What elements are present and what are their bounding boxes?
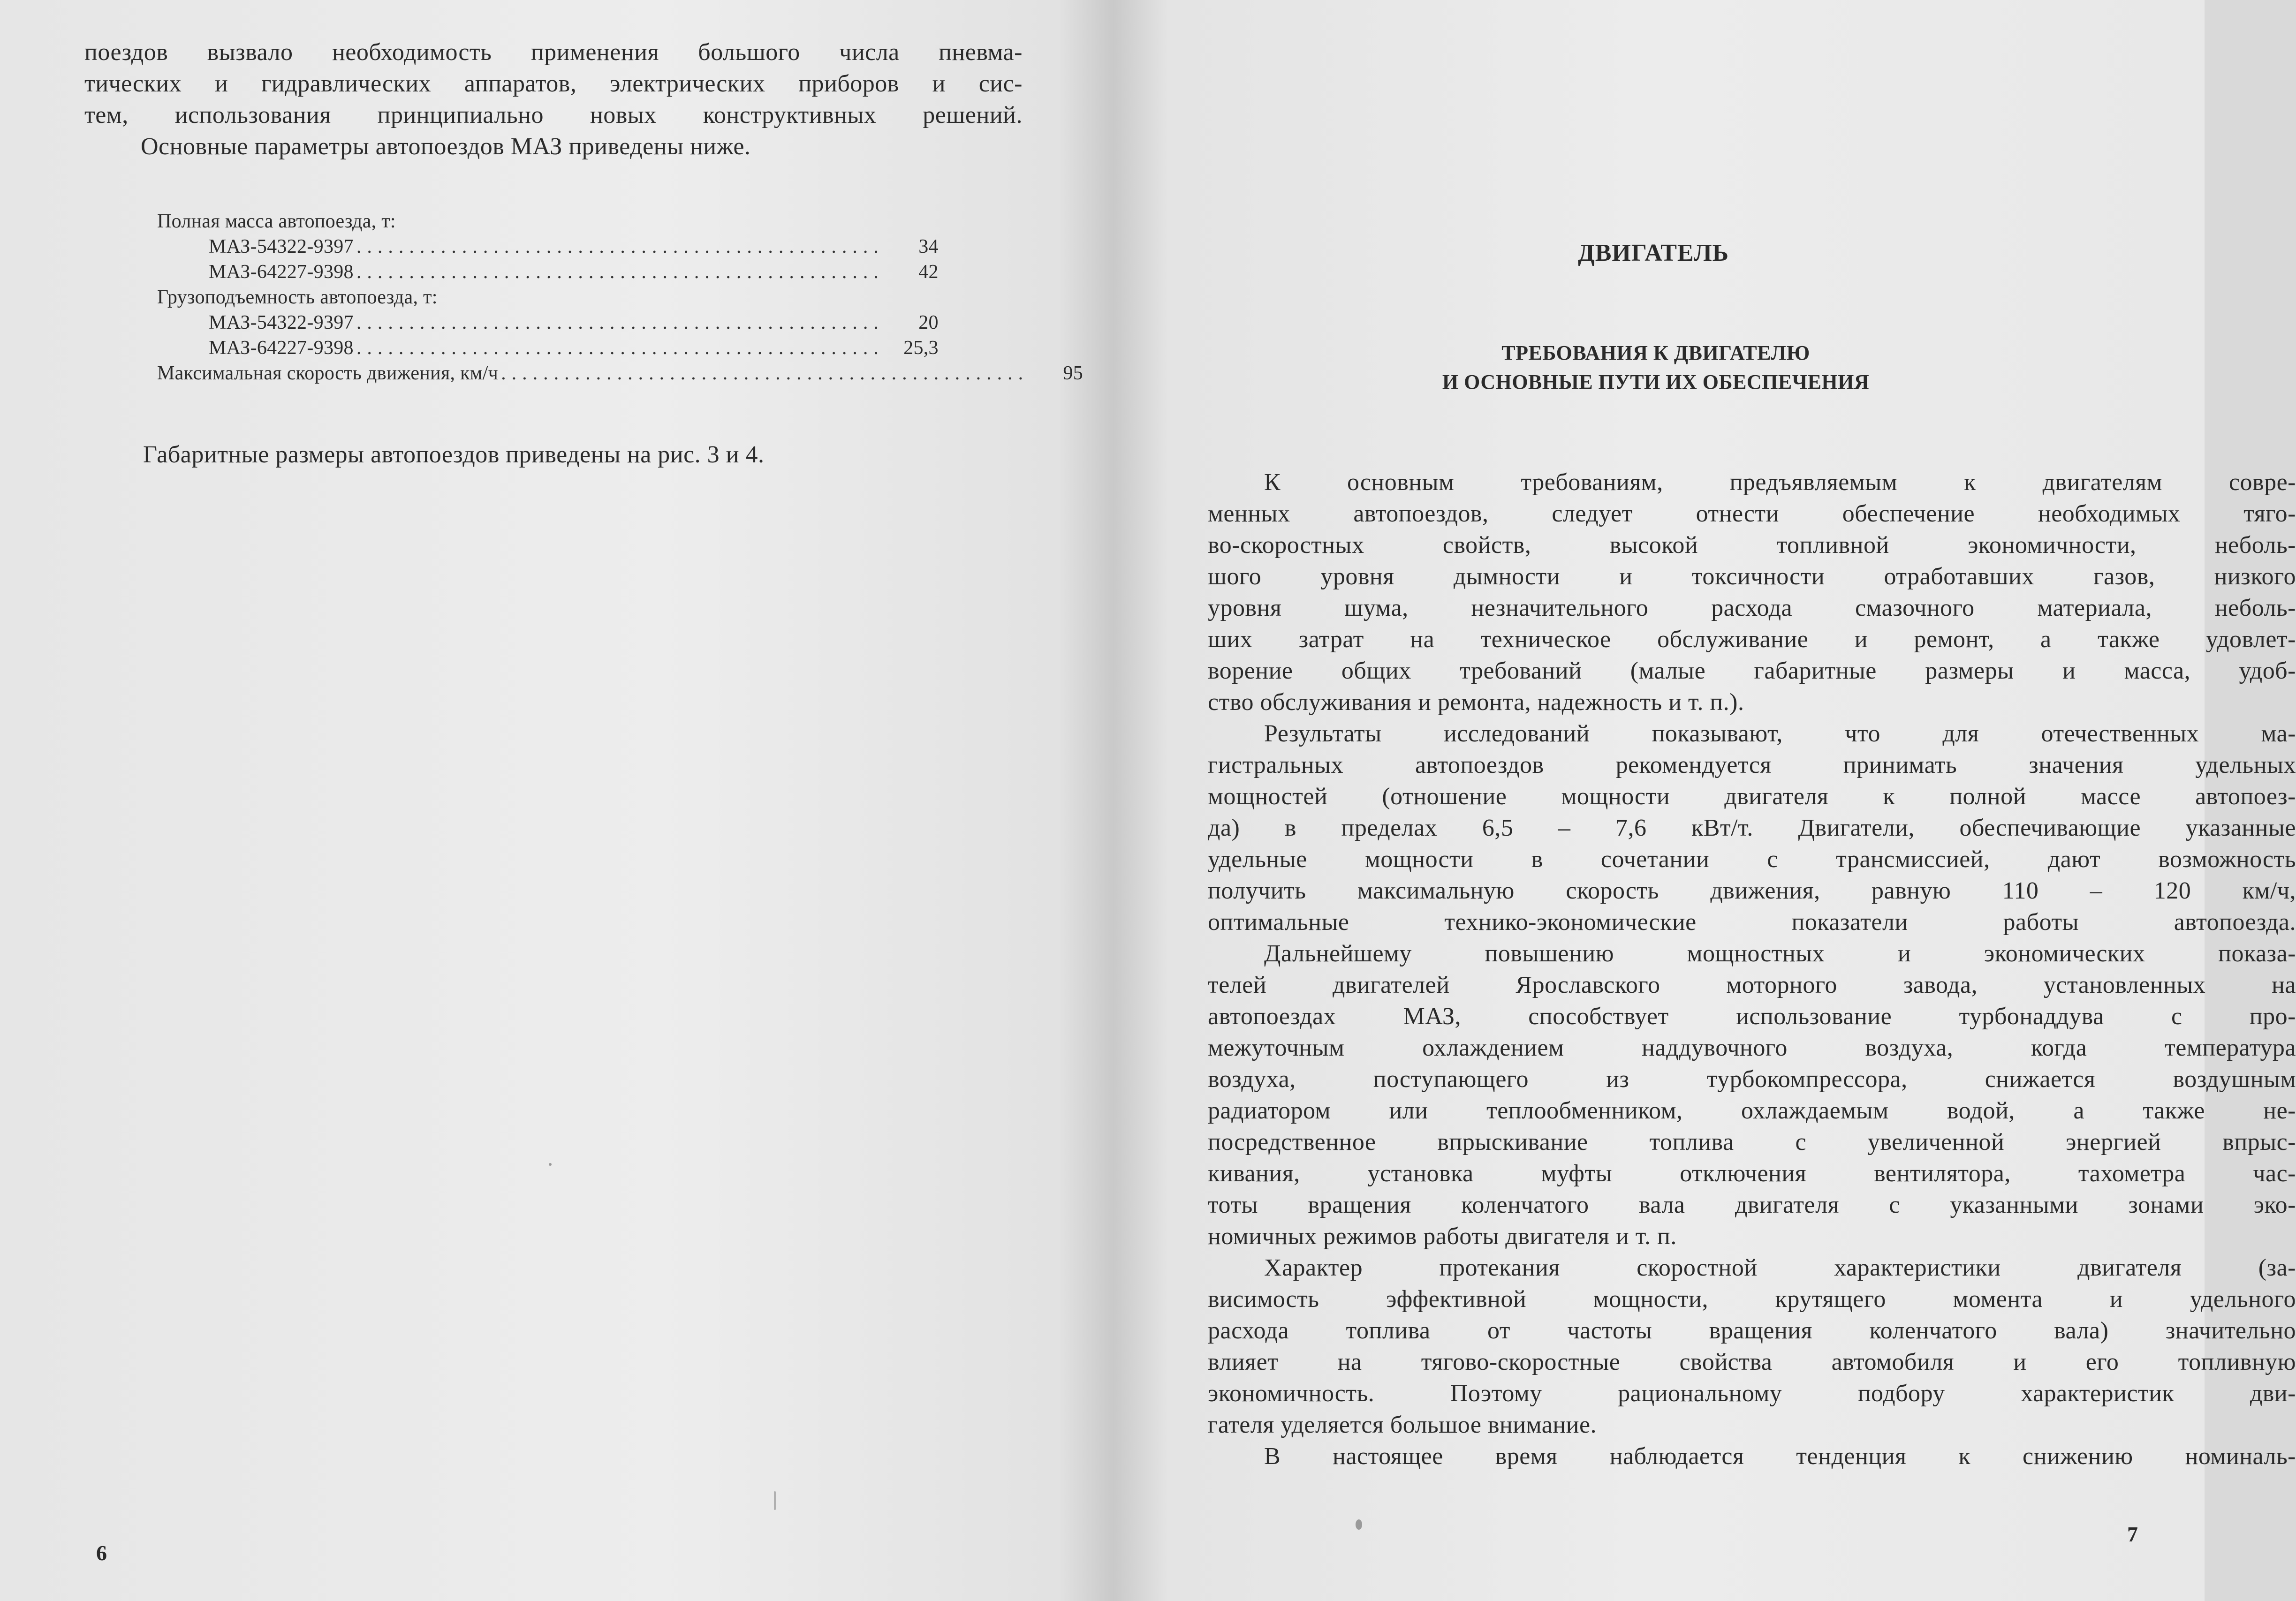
text-line: К основным требованиям, предъявляемым к двигателям совре- [1264, 469, 2296, 496]
param-label: МАЗ-54322-9397 [209, 312, 354, 333]
text-line: межуточным охлаждением наддувочного воздуха, когда температура [1208, 1035, 2296, 1061]
text-line: тем, использования принципиально новых конструктивных решений. [84, 102, 1023, 128]
speck [774, 1491, 776, 1510]
text-line: экономичность. Поэтому рациональному подбору характеристик дви- [1208, 1380, 2296, 1407]
text-line: тоты вращения коленчатого вала двигателя с указанными зонами эко- [1208, 1192, 2296, 1218]
param-row [157, 361, 1084, 386]
text-line: гателя уделяется большое внимание. [1208, 1412, 1597, 1438]
left-page [0, 0, 1102, 1601]
param-value: 95 [1063, 362, 1084, 384]
param-value: 20 [918, 312, 939, 333]
speck [549, 1163, 552, 1166]
text-line: Основные параметры автопоездов МАЗ приведены ниже. [141, 133, 751, 160]
text-line: гистральных автопоездов рекомендуется принимать значения удельных [1208, 752, 2296, 778]
leader-dots: .................................................. [356, 312, 884, 333]
text-line: во-скоростных свойств, высокой топливной экономичности, неболь- [1208, 532, 2296, 559]
text-line: расхода топлива от частоты вращения коленчатого вала) значительно [1208, 1317, 2296, 1344]
param-label: Максимальная скорость движения, км/ч [157, 362, 499, 384]
text-line: ство обслуживания и ремонта, надежность и т. п.). [1208, 689, 1744, 716]
leader-dots: .................................................. [356, 261, 884, 283]
param-row [157, 234, 939, 259]
text-line: шого уровня дымности и токсичности отработавших газов, низкого [1208, 563, 2296, 590]
param-label: Грузоподъемность автопоезда, т: [157, 287, 438, 308]
param-row [157, 259, 939, 285]
left-intro-paragraph [84, 37, 1023, 162]
text-line: ворение общих требований (малые габаритные размеры и масса, удоб- [1208, 657, 2296, 684]
text-line: Результаты исследований показывают, что для отечественных ма- [1264, 720, 2296, 747]
text-line: Дальнейшему повышению мощностных и экономических показа- [1264, 940, 2296, 967]
param-row [157, 310, 939, 335]
subtitle-line: И ОСНОВНЫЕ ПУТИ ИХ ОБЕСПЕЧЕНИЯ [1442, 370, 1870, 393]
text-line: тических и гидравлических аппаратов, электрических приборов и сис- [84, 70, 1023, 97]
text-line: кивания, установка муфты отключения вентилятора, тахометра час- [1208, 1160, 2296, 1187]
param-row [157, 335, 939, 361]
text-line: ших затрат на техническое обслуживание и ремонт, а также удовлет- [1208, 626, 2296, 653]
text-line: оптимальные технико-экономические показатели работы автопоезда. [1208, 909, 2296, 936]
text-line: В настоящее время наблюдается тенденция к снижению номиналь- [1264, 1443, 2296, 1470]
text-line: автопоездах МАЗ, способствует использование турбонаддува с про- [1208, 1003, 2296, 1030]
text-line: воздуха, поступающего из турбокомпрессора, снижается воздушным [1208, 1066, 2296, 1093]
leader-dots: .................................................. [356, 337, 884, 359]
text-line: номичных режимов работы двигателя и т. п. [1208, 1223, 1677, 1250]
param-row [157, 209, 762, 234]
param-label: МАЗ-64227-9398 [209, 337, 354, 359]
text-line: телей двигателей Ярославского моторного завода, установленных на [1208, 972, 2296, 998]
text-line: мощностей (отношение мощности двигателя к полной массе автопоез- [1208, 783, 2296, 810]
text-line: получить максимальную скорость движения, равную 110 – 120 км/ч, [1208, 877, 2296, 904]
subtitle-line: ТРЕБОВАНИЯ К ДВИГАТЕЛЮ [1501, 341, 1810, 364]
text-line: висимость эффективной мощности, крутящего момента и удельного [1208, 1286, 2296, 1313]
text-line: да) в пределах 6,5 – 7,6 кВт/т. Двигатели, обеспечивающие указанные [1208, 815, 2296, 841]
param-label: МАЗ-54322-9397 [209, 236, 354, 257]
speck [1356, 1519, 1362, 1530]
text-line: Характер протекания скоростной характеристики двигателя (за- [1264, 1254, 2296, 1281]
text-line: поездов вызвало необходимость применения большого числа пневма- [84, 39, 1023, 66]
text-line: уровня шума, незначительного расхода смазочного материала, неболь- [1208, 595, 2296, 621]
text-line: радиатором или теплообменником, охлаждаемым водой, а также не- [1208, 1097, 2296, 1124]
right-body [1208, 467, 2296, 1472]
leader-dots: .................................................. [501, 362, 1029, 384]
section-subtitle [1290, 339, 2022, 397]
param-row [157, 285, 762, 310]
text-line: удельные мощности в сочетании с трансмиссией, дают возможность [1208, 846, 2296, 873]
param-value: 25,3 [903, 337, 939, 359]
param-label: МАЗ-64227-9398 [209, 261, 354, 283]
param-value: 34 [918, 236, 939, 257]
page-number: 7 [2127, 1522, 2138, 1546]
dimensions-note: Габаритные размеры автопоездов приведены на рис. 3 и 4. [143, 441, 765, 468]
param-value: 42 [918, 261, 939, 283]
text-line: посредственное впрыскивание топлива с увеличенной энергией впрыс- [1208, 1129, 2296, 1155]
page-number: 6 [96, 1541, 107, 1565]
parameters-table [157, 209, 1084, 386]
leader-dots: .................................................. [356, 236, 884, 257]
text-line: влияет на тягово-скоростные свойства автомобиля и его топливную [1208, 1349, 2296, 1375]
param-label: Полная масса автопоезда, т: [157, 211, 396, 232]
text-line: менных автопоездов, следует отнести обеспечение необходимых тяго- [1208, 500, 2296, 527]
right-page [1102, 0, 2296, 1601]
chapter-title: ДВИГАТЕЛЬ [1577, 240, 1729, 266]
